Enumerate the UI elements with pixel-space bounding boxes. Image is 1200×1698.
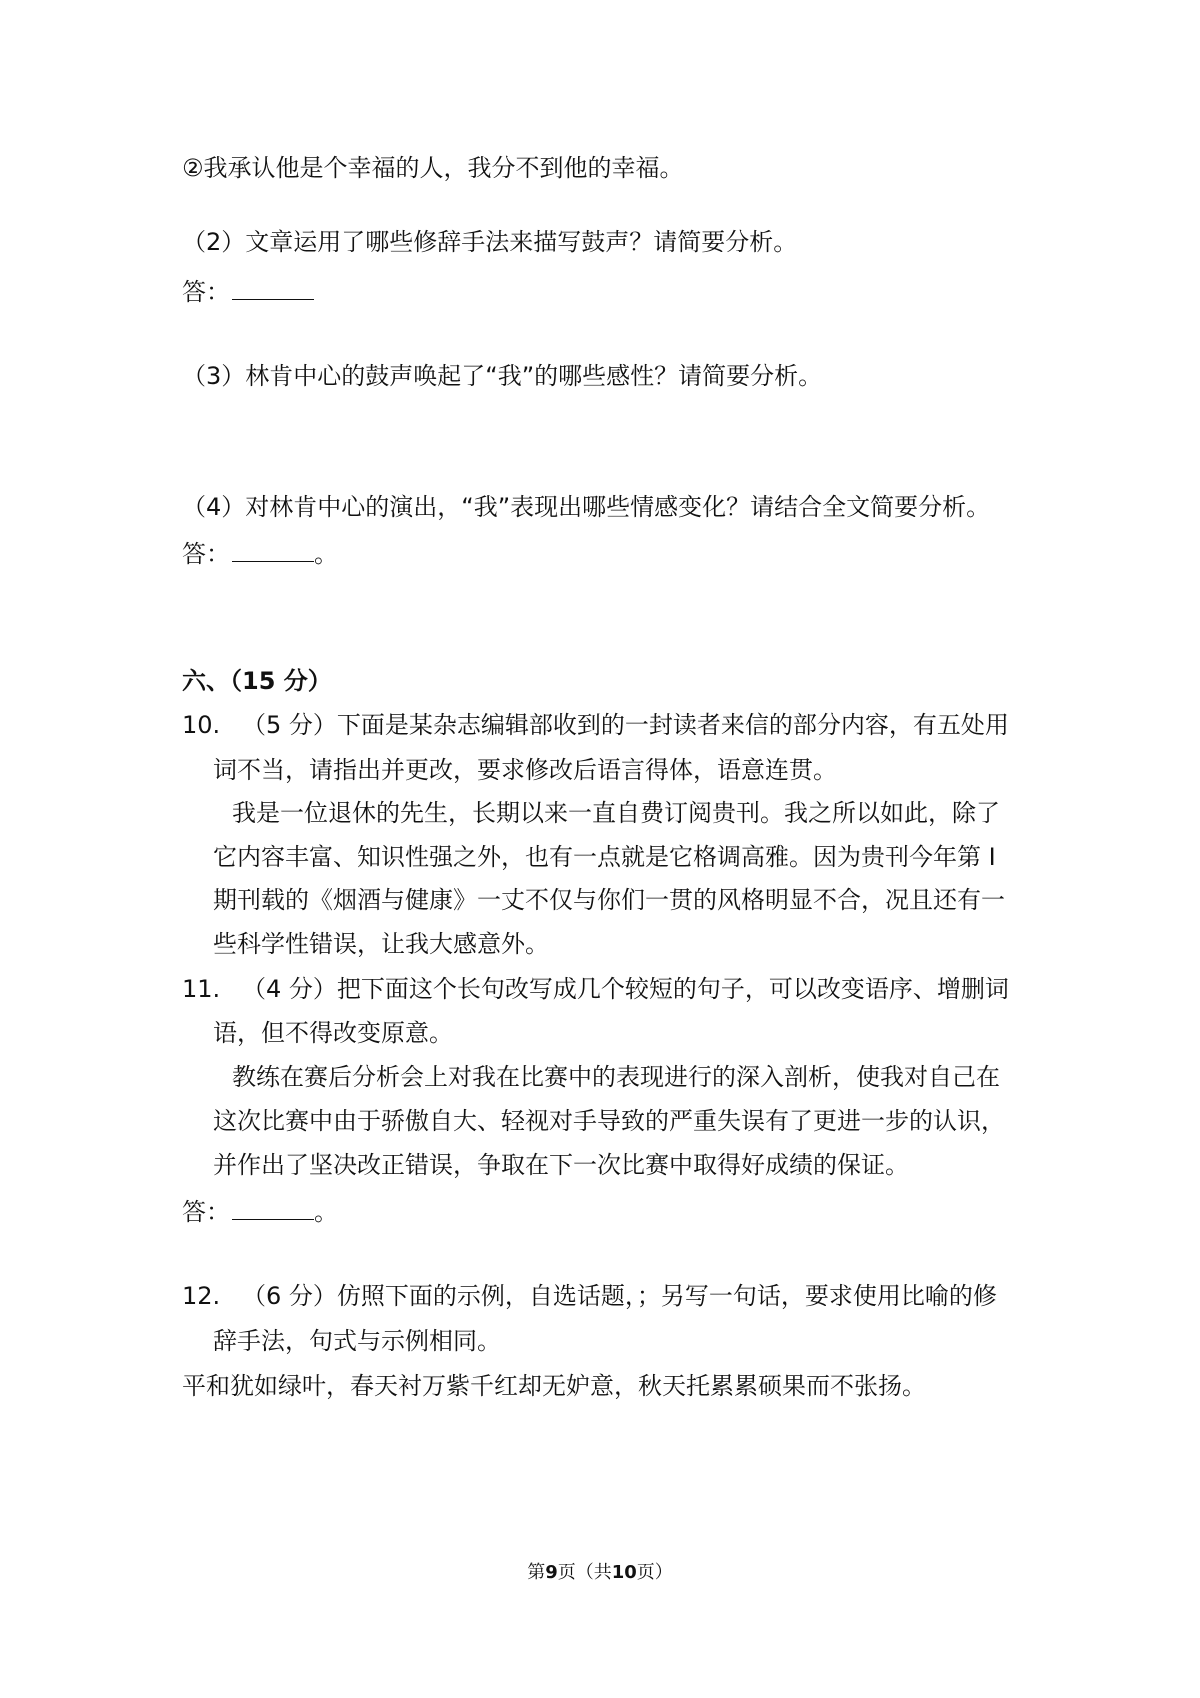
long-sentence-line-1: 教练在赛后分析会上对我在比赛中的表现进行的深入剖析，使我对自己在	[232, 1063, 1000, 1091]
answer-suffix: 。	[314, 1198, 338, 1226]
answer-label: 答：	[182, 1198, 230, 1226]
letter-line-4: 些科学性错误，让我大感意外。	[213, 930, 549, 958]
answer-line-3	[182, 1193, 338, 1228]
long-sentence-line-2: 这次比赛中由于骄傲自大、轻视对手导致的严重失误有了更进一步的认识，	[213, 1107, 1005, 1135]
letter-line-2: 它内容丰富、知识性强之外，也有一点就是它格调高雅。因为贵刊今年第 I	[213, 843, 996, 871]
footer-page-number: 9	[545, 1562, 558, 1583]
answer-label: 答：	[182, 278, 230, 306]
question-10-line-1	[182, 709, 1009, 741]
letter-line-1: 我是一位退休的先生，长期以来一直自费订阅贵刊。我之所以如此，除了	[232, 799, 1000, 827]
answer-blank[interactable]	[232, 1193, 314, 1220]
section-title: 六、（15 分）	[182, 667, 332, 695]
question-11-line-1	[182, 973, 1009, 1005]
question-3: （3）林肯中心的鼓声唤起了“我”的哪些感性？请简要分析。	[182, 362, 823, 390]
question-12-line-1	[182, 1280, 997, 1312]
question-11-line-2: 语，但不得改变原意。	[213, 1019, 453, 1047]
question-number: 10.	[182, 711, 221, 739]
example-sentence: 平和犹如绿叶，春天衬万紫千红却无妒意，秋天托累累硕果而不张扬。	[182, 1372, 926, 1400]
footer-post: 页）	[636, 1562, 673, 1583]
question-text: （6 分）仿照下面的示例，自选话题，；另写一句话，要求使用比喻的修	[242, 1282, 997, 1310]
question-2: （2）文章运用了哪些修辞手法来描写鼓声？请简要分析。	[182, 228, 798, 256]
answer-blank[interactable]	[232, 535, 314, 562]
footer-pre: 第	[527, 1562, 546, 1583]
question-text: （4 分）把下面这个长句改写成几个较短的句子，可以改变语序、增删词	[242, 975, 1009, 1003]
answer-line-2	[182, 535, 338, 570]
question-4: （4）对林肯中心的演出，“我”表现出哪些情感变化？请结合全文简要分析。	[182, 493, 991, 521]
question-12-line-2: 辞手法，句式与示例相同。	[213, 1327, 501, 1355]
question-text: （5 分）下面是某杂志编辑部收到的一封读者来信的部分内容，有五处用	[242, 711, 1009, 739]
letter-line-3: 期刊载的《烟酒与健康》一丈不仅与你们一贯的风格明显不合，况且还有一	[213, 886, 1005, 914]
question-10-line-2: 词不当，请指出并更改，要求修改后语言得体，语意连贯。	[213, 756, 837, 784]
answer-line-1	[182, 273, 314, 308]
answer-blank[interactable]	[232, 273, 314, 300]
answer-label: 答：	[182, 540, 230, 568]
footer-mid: 页（共	[557, 1562, 612, 1583]
footer-total-pages: 10	[611, 1562, 637, 1583]
question-number: 12.	[182, 1282, 221, 1310]
answer-suffix: 。	[314, 540, 338, 568]
sentence-2: ②我承认他是个幸福的人，我分不到他的幸福。	[182, 154, 684, 182]
long-sentence-line-3: 并作出了坚决改正错误，争取在下一次比赛中取得好成绩的保证。	[213, 1151, 909, 1179]
page-footer	[0, 1561, 1200, 1585]
question-number: 11.	[182, 975, 221, 1003]
